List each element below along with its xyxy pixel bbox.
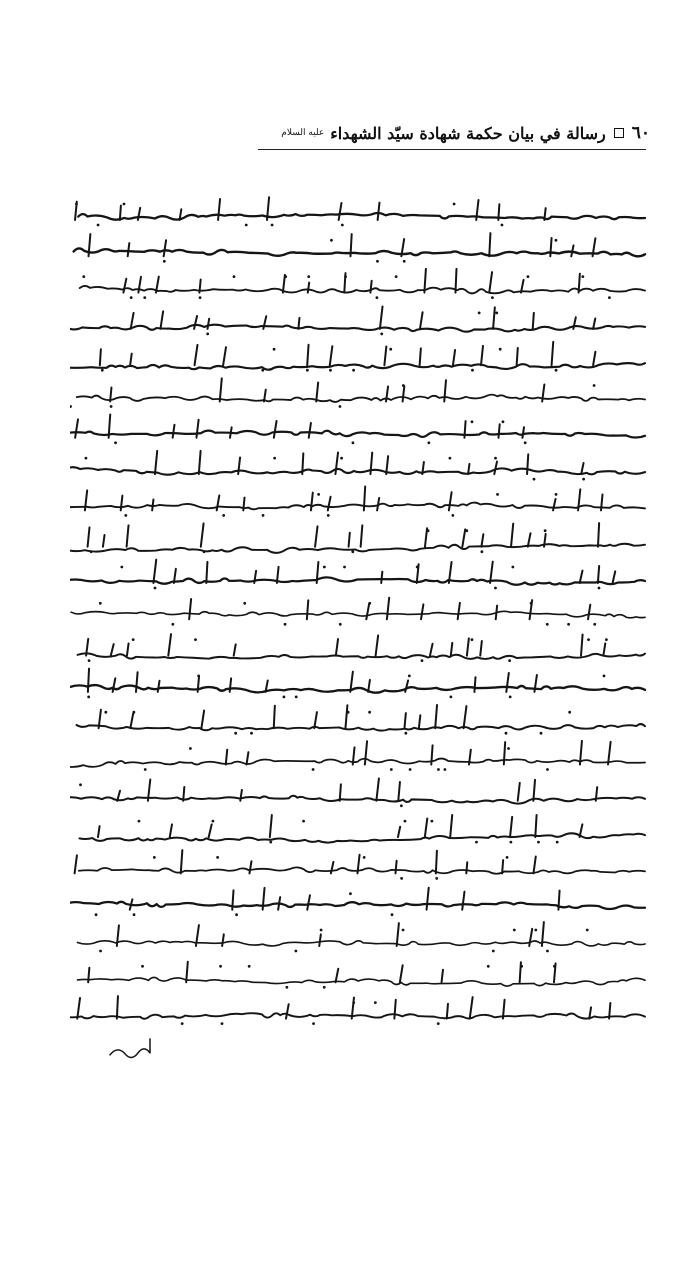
manuscript-line xyxy=(70,996,645,1025)
manuscript-line xyxy=(70,741,645,771)
honorific-mark: عليه السلام xyxy=(281,128,325,138)
manuscript-line xyxy=(70,415,645,445)
manuscript-line xyxy=(78,634,645,662)
page-number: ٦٠ xyxy=(631,123,650,143)
manuscript-line xyxy=(70,598,645,626)
manuscript-line xyxy=(70,451,645,481)
manuscript-line xyxy=(70,669,645,699)
manuscript-line xyxy=(78,962,645,989)
manuscript-line xyxy=(70,705,645,735)
manuscript-line xyxy=(70,523,645,553)
manuscript-line xyxy=(75,197,645,226)
catchword xyxy=(110,1039,150,1058)
manuscript-image xyxy=(70,188,670,1068)
manuscript-line xyxy=(70,306,645,335)
manuscript-line xyxy=(70,815,645,843)
manuscript-line xyxy=(70,888,645,916)
manuscript-line xyxy=(70,560,645,590)
handwritten-text-block xyxy=(70,188,670,1068)
manuscript-line xyxy=(70,922,645,952)
manuscript-line xyxy=(70,778,645,807)
manuscript-line xyxy=(80,269,645,299)
manuscript-line xyxy=(74,233,645,263)
manuscript-line xyxy=(75,850,645,880)
manuscript-line xyxy=(70,378,645,408)
header-rule xyxy=(258,149,646,150)
manuscript-line xyxy=(70,342,645,372)
manuscript-line xyxy=(70,487,645,517)
square-ornament-icon xyxy=(614,128,624,138)
running-title: رسالة في بيان حكمة شهادة سيّد الشهداء xyxy=(330,123,606,143)
running-header xyxy=(255,118,650,148)
